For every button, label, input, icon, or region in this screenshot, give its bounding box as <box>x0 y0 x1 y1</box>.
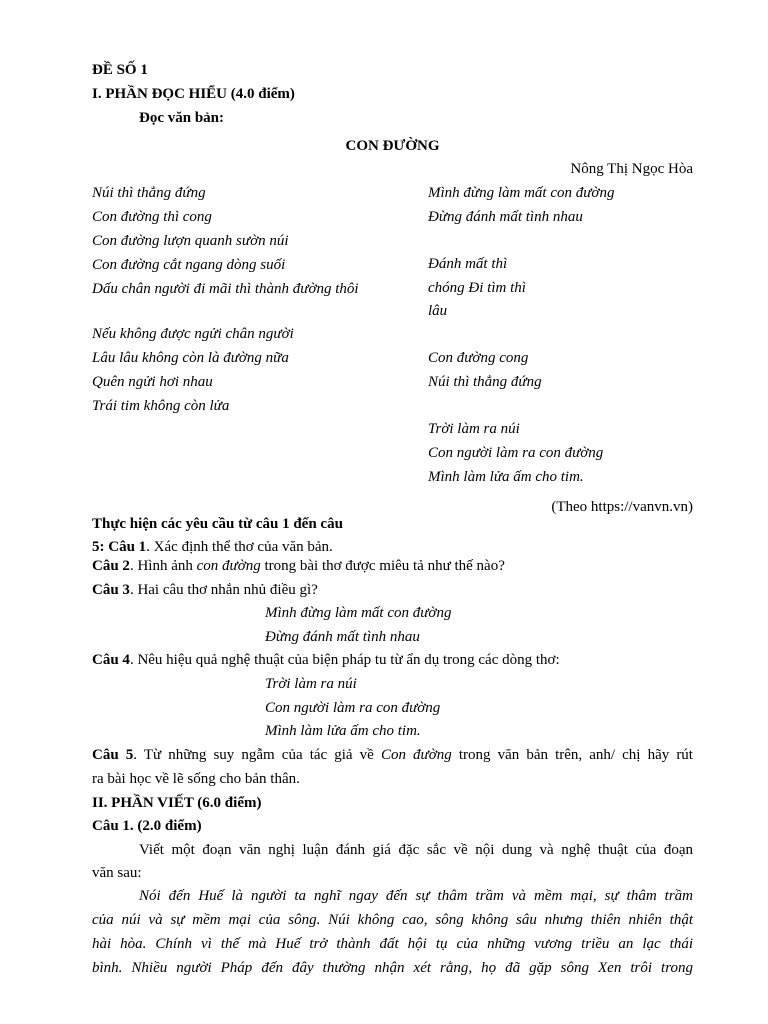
poem-right-line: Đừng đánh mất tình nhau <box>428 209 583 225</box>
excerpt-line: của núi và sự mềm mại của sông. Núi không cao, sông không sâu nhưng thiên nhiên thật <box>92 912 693 928</box>
poem-left-line: Con đường thì cong <box>92 209 212 225</box>
question-5 <box>92 745 693 765</box>
exam-number: ĐỀ SỐ 1 <box>92 62 148 78</box>
poem-right-line: Đánh mất thì <box>428 256 508 272</box>
poem-right-line: Mình đừng làm mất con đường <box>428 185 615 201</box>
poem-left-line: Dấu chân người đi mãi thì thành đường thôi <box>92 281 359 297</box>
question-4-quote-line: Trời làm ra núi <box>265 676 357 692</box>
poem-right-line: Núi thì thẳng đứng <box>428 374 542 390</box>
tasks-intro: Thực hiện các yêu cầu từ câu 1 đến câu <box>92 516 343 532</box>
section2-title: II. PHẦN VIẾT (6.0 điểm) <box>92 795 262 811</box>
question-4-quote-line: Mình làm lửa ấm cho tim. <box>265 723 421 739</box>
question-2 <box>92 556 505 576</box>
question-2-label: Câu 2 <box>92 558 130 574</box>
excerpt-line: Nói đến Huế là người ta nghĩ ngay đến sự thâm trầm và mềm mại, sự thâm trầm <box>139 888 693 904</box>
question-5-text-end: trong văn bản trên, anh/ chị hãy rút <box>451 747 693 763</box>
excerpt-line: bình. Nhiều người Pháp đến đây thường nhận xét rằng, họ đã gặp sông Xen trôi trong <box>92 960 693 976</box>
question-4-label: Câu 4 <box>92 652 130 668</box>
question-3-label: Câu 3 <box>92 582 130 598</box>
writing-question-1-title: Câu 1. (2.0 điểm) <box>92 818 202 834</box>
poem-source: (Theo https://vanvn.vn) <box>551 499 693 515</box>
read-instruction: Đọc văn bản: <box>139 110 225 126</box>
poem-left-line: Quên ngửi hơi nhau <box>92 374 213 390</box>
question-1-label: 5: Câu 1 <box>92 539 147 555</box>
question-4 <box>92 650 560 670</box>
question-5-italic: Con đường <box>380 747 452 763</box>
poem-left-line: Con đường cắt ngang dòng suối <box>92 257 286 273</box>
poem-left-line: Nếu không được ngửi chân người <box>92 326 294 342</box>
poem-left-line: Con đường lượn quanh sườn núi <box>92 233 289 249</box>
question-3-quote-line: Mình đừng làm mất con đường <box>265 605 452 621</box>
poem-left-line: Trái tim không còn lửa <box>92 398 230 414</box>
question-5-line2: ra bài học về lẽ sống cho bản thân. <box>92 771 300 787</box>
poem-title: CON ĐƯỜNG <box>345 138 440 154</box>
poem-right-line: Trời làm ra núi <box>428 421 520 437</box>
question-2-text-end: trong bài thơ được miêu tả như thế nào? <box>260 558 505 574</box>
question-1-text: . Xác định thể thơ của văn bản. <box>146 539 333 555</box>
poem-right-line: chóng Đi tìm thì <box>428 280 526 296</box>
excerpt-line: hài hòa. Chính vì thế mà Huế trở thành đất hội tụ của những vương triều an lạc thái <box>92 936 693 952</box>
question-2-text: . Hình ảnh <box>129 558 197 574</box>
question-5-label: Câu 5 <box>92 747 134 763</box>
poem-right-line: lâu <box>428 303 448 319</box>
writing-question-1-instruction-end: văn sau: <box>92 865 142 881</box>
poem-left-line: Lâu lâu không còn là đường nữa <box>92 350 289 366</box>
question-4-text: . Nêu hiệu quả nghệ thuật của biện pháp tu từ ẩn dụ trong các dòng thơ: <box>129 652 560 668</box>
poem-right-line: Con đường cong <box>428 350 529 366</box>
poem-author: Nông Thị Ngọc Hòa <box>570 161 693 177</box>
question-5-text: . Từ những suy ngẫm của tác giả về <box>133 747 381 763</box>
poem-right-line: Mình làm lửa ấm cho tim. <box>428 469 584 485</box>
question-1 <box>92 537 333 557</box>
question-4-quote-line: Con người làm ra con đường <box>265 700 441 716</box>
section1-title: I. PHẦN ĐỌC HIỂU (4.0 điểm) <box>92 86 295 102</box>
poem-right-line: Con người làm ra con đường <box>428 445 604 461</box>
question-3 <box>92 580 318 600</box>
poem-left-line: Núi thì thẳng đứng <box>92 185 206 201</box>
question-3-quote-line: Đừng đánh mất tình nhau <box>265 629 420 645</box>
question-2-italic: con đường <box>196 558 261 574</box>
question-3-text: . Hai câu thơ nhắn nhủ điều gì? <box>129 582 318 598</box>
writing-question-1-instruction: Viết một đoạn văn nghị luận đánh giá đặc sắc về nội dung và nghệ thuật của đoạn <box>139 842 693 858</box>
